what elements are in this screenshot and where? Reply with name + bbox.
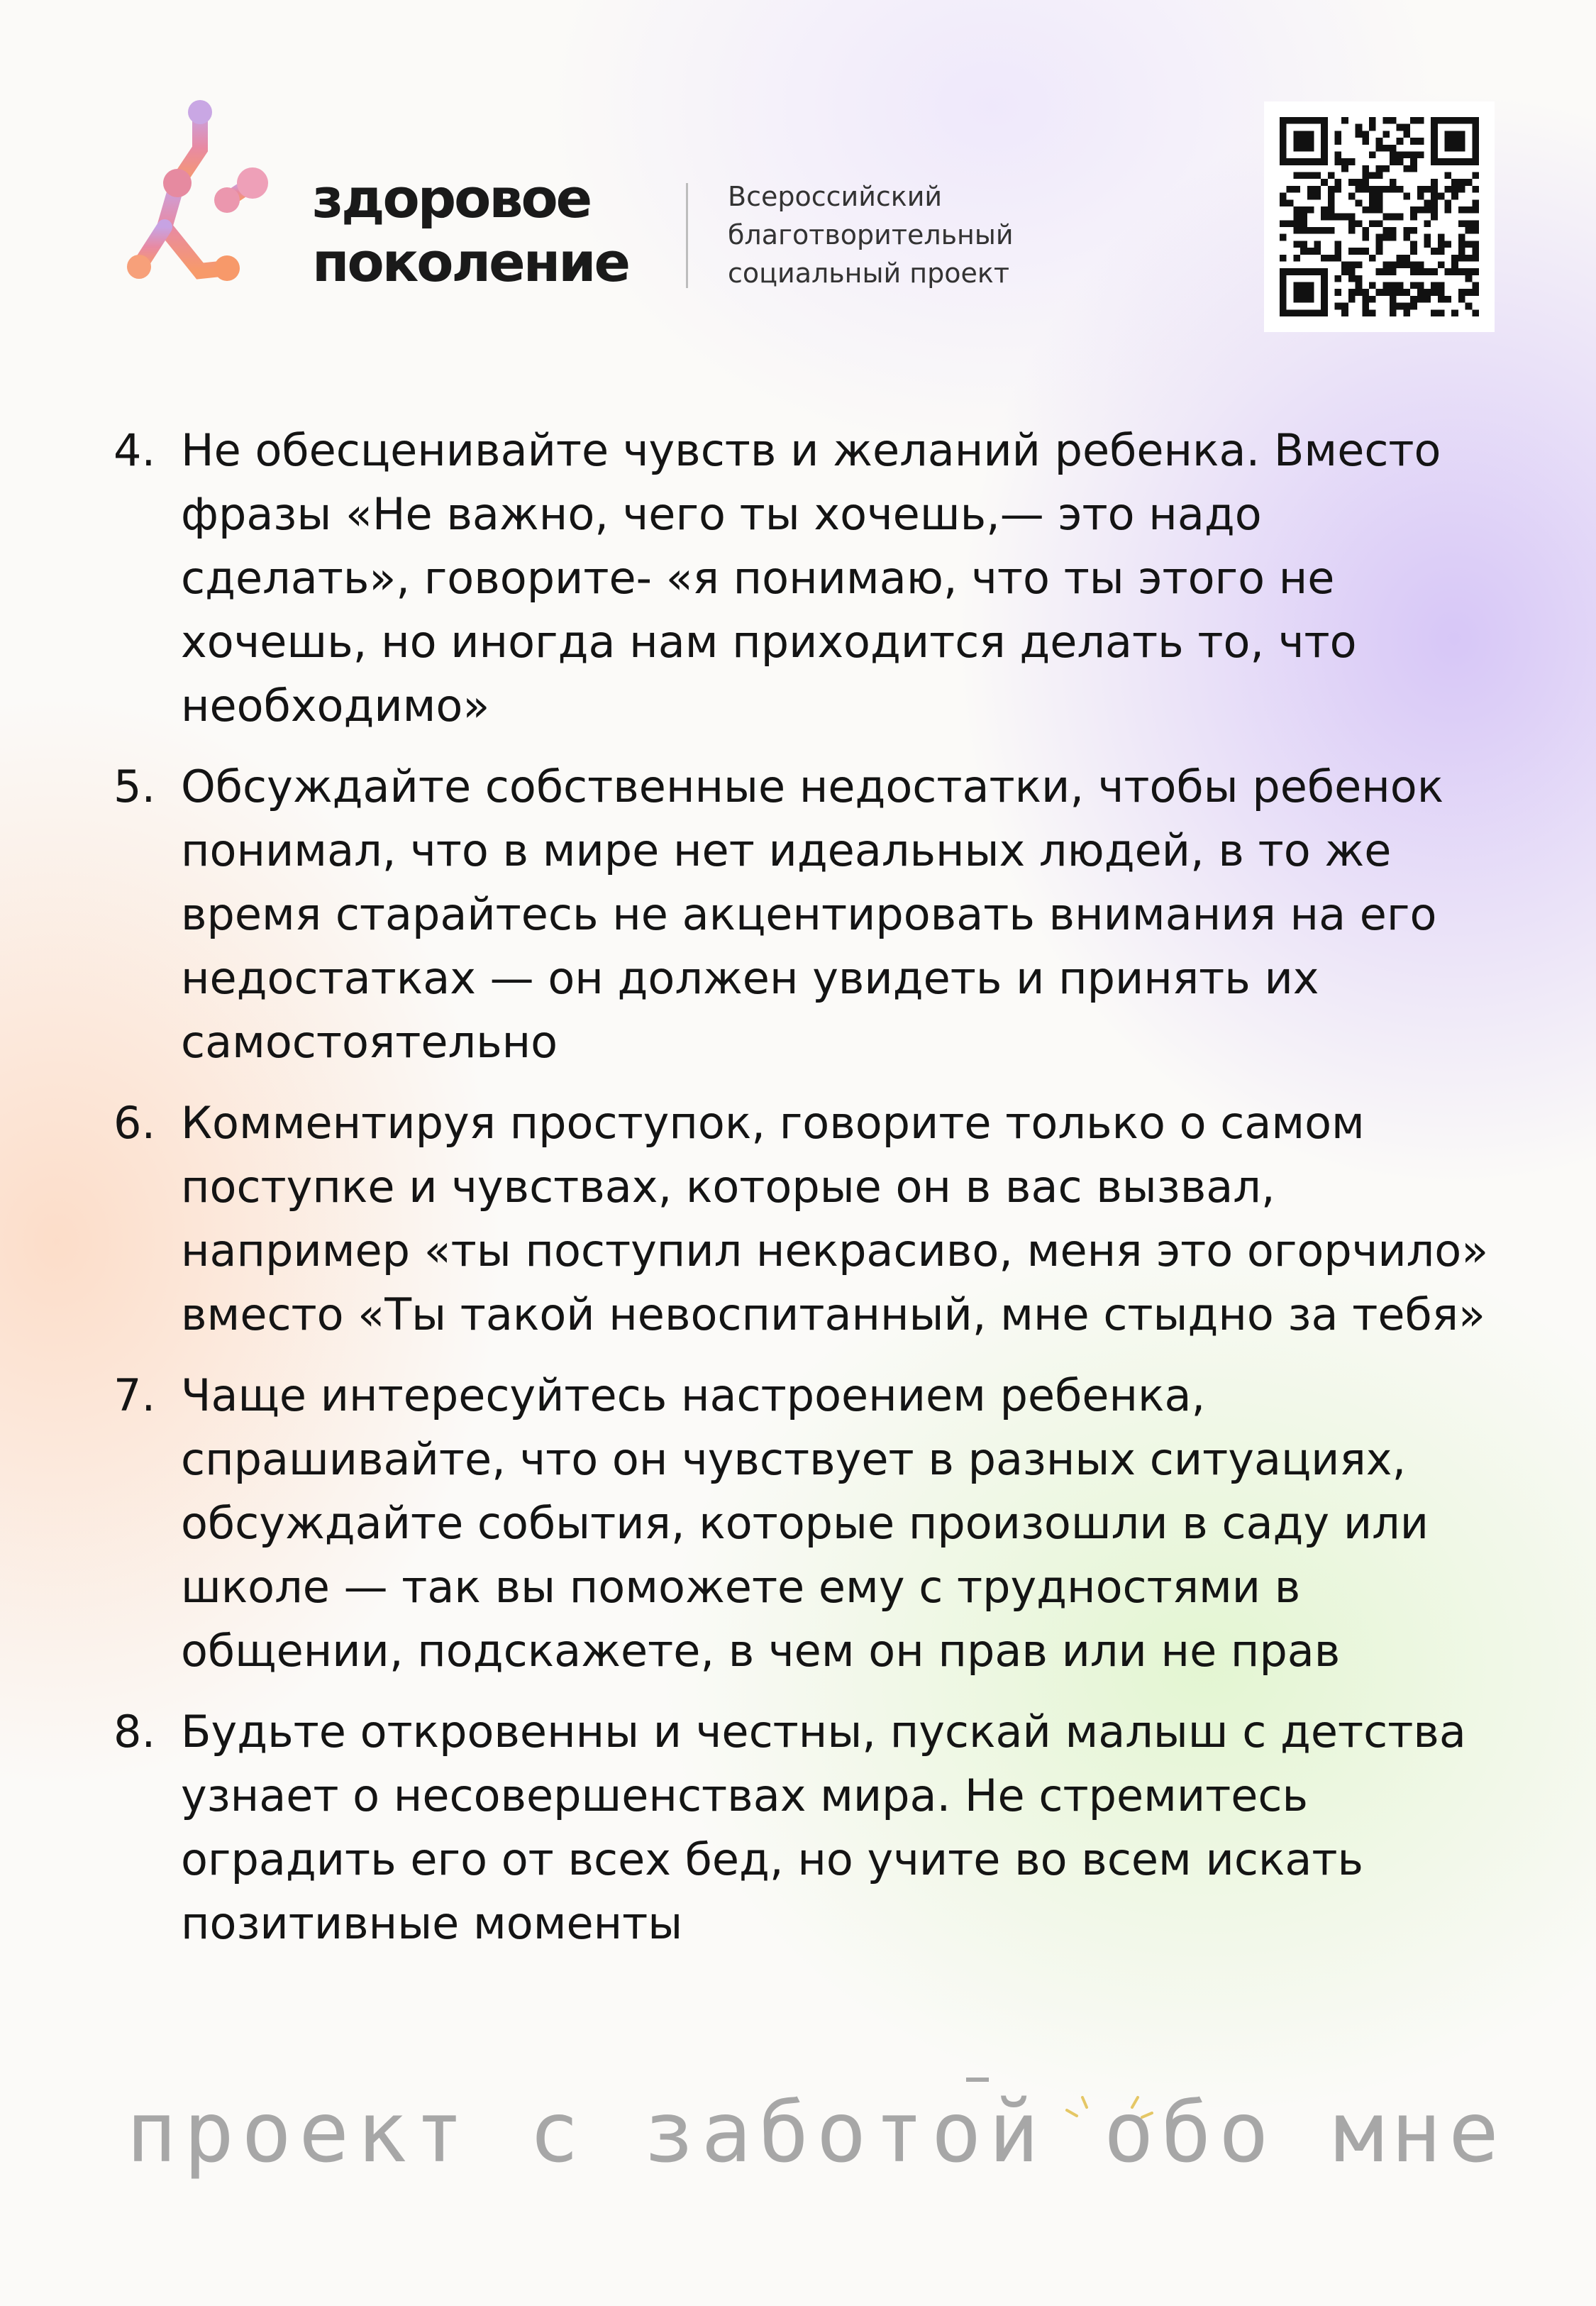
- qr-code[interactable]: [1264, 101, 1495, 332]
- brand-line-1: здоровое: [312, 167, 591, 230]
- list-item: [113, 419, 1504, 738]
- item-text: Не обесценивайте чувств и желаний ребенка. Вместо фразы «Не важно, чего ты хочешь,— это надо сделать», говорите- «я понимаю, что ты этого не хочешь, но иногда нам приходится делать то, что необходимо»: [181, 424, 1441, 732]
- item-number: 4.: [113, 424, 156, 476]
- logo-icon: [121, 99, 284, 291]
- list-item: [113, 1091, 1504, 1347]
- item-text: Будьте откровенны и честны, пускай малыш с детства узнает о несовершенствах мира. Не стремитесь оградить его от всех бед, но учите во всем искать позитивные моменты: [181, 1706, 1466, 1949]
- brand-divider: [686, 183, 688, 288]
- item-number: 6.: [113, 1097, 156, 1149]
- brand-name: [312, 167, 660, 294]
- qr-code-icon: [1280, 117, 1479, 316]
- tagline-line-2: благотворительный: [728, 219, 1014, 250]
- item-text: Обсуждайте собственные недостатки, чтобы ребенок понимал, что в мире нет идеальных людей, в то же время старайтесь не акцентировать внимания на его недостатках — он должен увидеть и принять их самостоятельно: [181, 761, 1444, 1068]
- tagline: [728, 177, 1054, 292]
- item-text: Чаще интересуйтесь настроением ребенка, спрашивайте, что он чувствует в разных ситуациях, обсуждайте события, которые произошли в саду или школе — так вы поможете ему с трудностями в общении, подскажете, в чем он прав или не прав: [181, 1369, 1429, 1677]
- item-text: Комментируя проступок, говорите только о самом поступке и чувствах, которые он в вас вызвал, например «ты поступил некрасиво, меня это огорчило» вместо «Ты такой невоспитанный, мне стыдно за тебя»: [181, 1097, 1489, 1340]
- item-number: 5.: [113, 761, 156, 812]
- item-number: 7.: [113, 1369, 156, 1421]
- list-item: [113, 1364, 1504, 1683]
- list-item: [113, 1700, 1504, 1955]
- footer-slogan: проект с заботой обо мне: [126, 2083, 1507, 2181]
- handwriting-accent: [966, 2078, 989, 2082]
- header: [0, 0, 1596, 355]
- tagline-line-1: Всероссийский: [728, 181, 943, 212]
- list-item: [113, 755, 1504, 1074]
- tagline-line-3: социальный проект: [728, 258, 1009, 289]
- item-number: 8.: [113, 1706, 156, 1758]
- advice-list: [113, 419, 1504, 1973]
- brand-line-2: поколение: [312, 231, 629, 294]
